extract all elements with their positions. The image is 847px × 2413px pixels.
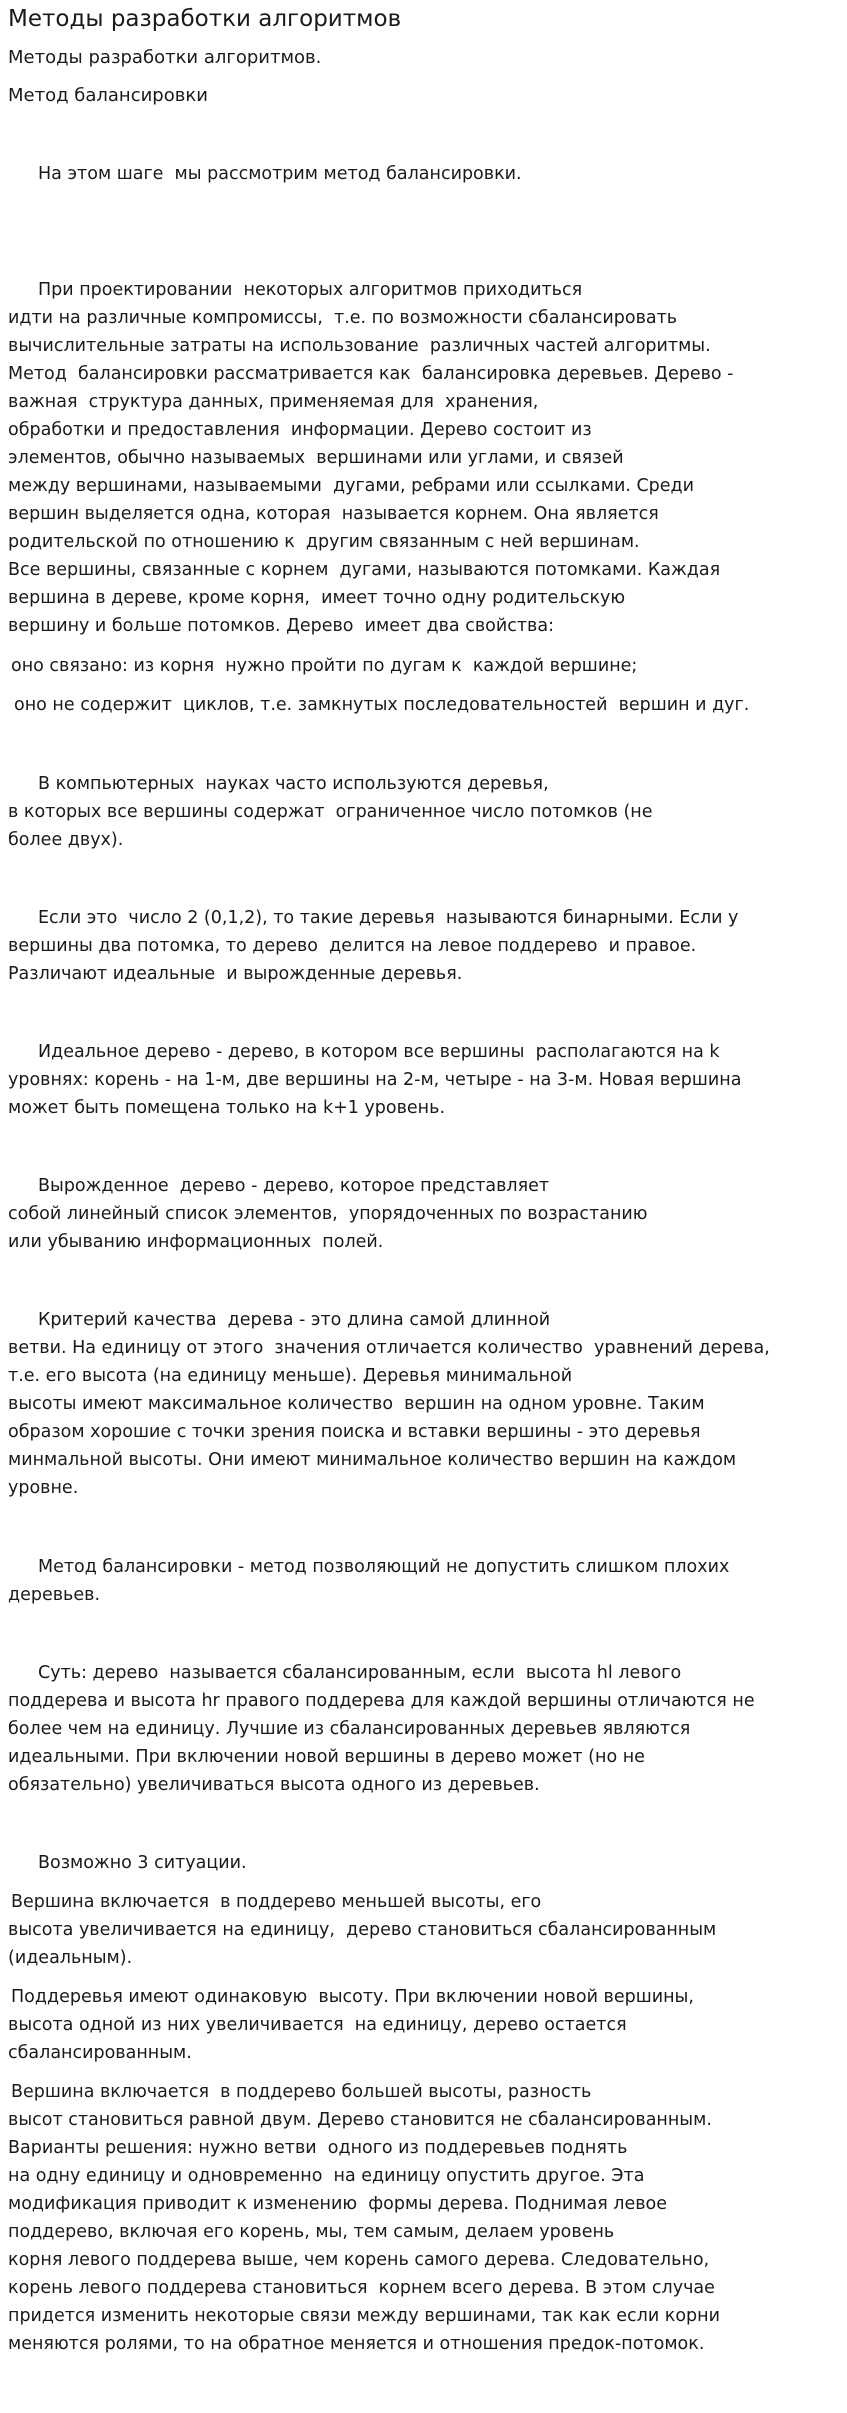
page-subtitle: Методы разработки алгоритмов. [8,47,322,68]
paragraph-line: минмальной высоты. Они имеют минимальное количество вершин на каждом [8,1450,737,1470]
paragraph-line: Метод балансировки рассматривается как балансировка деревьев. Дерево - [8,364,734,384]
list-item-line: на одну единицу и одновременно на единицу опустить другое. Эта [8,2166,645,2186]
paragraph-line: При проектировании некоторых алгоритмов приходиться [38,280,583,300]
paragraph-line: уровнях: корень - на 1-м, две вершины на 2-м, четыре - на 3-м. Новая вершина [8,1070,742,1090]
list-item-line: Варианты решения: нужно ветви одного из поддеревьев поднять [8,2138,628,2158]
paragraph-line: может быть помещена только на k+1 уровень. [8,1098,446,1118]
list-item: Поддеревья имеют одинаковую высоту. При включении новой вершины, [11,1987,694,2007]
list-item-line: высот становиться равной двум. Дерево становится не сбалансированным. [8,2110,712,2130]
paragraph-line: вершин выделяется одна, которая называется корнем. Она является [8,504,659,524]
list-item-line: корень левого поддерева становиться корнем всего дерева. В этом случае [8,2278,715,2298]
list-item-line: модификация приводит к изменению формы дерева. Поднимая левое [8,2194,668,2214]
paragraph-line: образом хорошие с точки зрения поиска и вставки вершины - это деревья [8,1422,701,1442]
paragraph-line: Если это число 2 (0,1,2), то такие деревья называются бинарными. Если у [38,908,739,928]
paragraph-line: т.е. его высота (на единицу меньше). Деревья минимальной [8,1366,573,1386]
paragraph-line: Возможно 3 ситуации. [38,1853,247,1873]
list-item: Вершина включается в поддерево меньшей высоты, его [11,1892,542,1912]
paragraph-line: уровне. [8,1478,79,1498]
list-item-line: (идеальным). [8,1948,133,1968]
paragraph-line: Метод балансировки - метод позволяющий не допустить слишком плохих [38,1557,730,1577]
paragraph-line: в которых все вершины содержат ограниченное число потомков (не [8,802,653,822]
paragraph-line: элементов, обычно называемых вершинами или углами, и связей [8,448,624,468]
paragraph-line: вершины два потомка, то дерево делится на левое поддерево и правое. [8,936,697,956]
paragraph-line: Все вершины, связанные с корнем дугами, называются потомками. Каждая [8,560,721,580]
paragraph-line: Различают идеальные и вырожденные деревья. [8,964,463,984]
list-item: оно связано: из корня нужно пройти по дугам к каждой вершине; [11,656,638,676]
paragraph-line: обязательно) увеличиваться высота одного из деревьев. [8,1775,540,1795]
section-heading: Метод балансировки [8,85,208,106]
paragraph-line: собой линейный список элементов, упорядоченных по возрастанию [8,1204,648,1224]
list-item: Вершина включается в поддерево большей высоты, разность [11,2082,592,2102]
list-item-line: придется изменить некоторые связи между вершинами, так как если корни [8,2306,720,2326]
paragraph-line: более чем на единицу. Лучшие из сбалансированных деревьев являются [8,1719,691,1739]
list-item-line: корня левого поддерева выше, чем корень самого дерева. Следовательно, [8,2250,710,2270]
paragraph-line: важная структура данных, применяемая для хранения, [8,392,539,412]
paragraph-line: высоты имеют максимальное количество вершин на одном уровне. Таким [8,1394,705,1414]
paragraph-line: или убыванию информационных полей. [8,1232,384,1252]
page-title: Методы разработки алгоритмов [8,6,402,32]
paragraph-line: обработки и предоставления информации. Дерево состоит из [8,420,592,440]
paragraph-line: Идеальное дерево - дерево, в котором все вершины располагаются на k [38,1042,720,1062]
list-item-line: сбалансированным. [8,2043,192,2063]
paragraph-line: поддерева и высота hr правого поддерева для каждой вершины отличаются не [8,1691,755,1711]
paragraph-line: вершину и больше потомков. Дерево имеет два свойства: [8,616,554,636]
paragraph-line: вершина в дереве, кроме корня, имеет точно одну родительскую [8,588,626,608]
paragraph-line: В компьютерных науках часто используются деревья, [38,774,549,794]
paragraph-line: идеальными. При включении новой вершины в дерево может (но не [8,1747,645,1767]
paragraph-line: родительской по отношению к другим связанным с ней вершинам. [8,532,640,552]
list-item: оно не содержит циклов, т.е. замкнутых последовательностей вершин и дуг. [14,695,750,715]
paragraph-line: вычислительные затраты на использование различных частей алгоритмы. [8,336,711,356]
paragraph-line: между вершинами, называемыми дугами, ребрами или ссылками. Среди [8,476,695,496]
paragraph-line: идти на различные компромиссы, т.е. по возможности сбалансировать [8,308,678,328]
paragraph-line: деревьев. [8,1585,101,1605]
paragraph-line: Суть: дерево называется сбалансированным, если высота hl левого [38,1663,682,1683]
intro-paragraph: На этом шаге мы рассмотрим метод балансировки. [38,164,522,184]
list-item-line: поддерево, включая его корень, мы, тем самым, делаем уровень [8,2222,615,2242]
list-item-line: высота одной из них увеличивается на единицу, дерево остается [8,2015,627,2035]
paragraph-line: ветви. На единицу от этого значения отличается количество уравнений дерева, [8,1338,770,1358]
paragraph-line: Вырожденное дерево - дерево, которое представляет [38,1176,550,1196]
list-item-line: меняются ролями, то на обратное меняется и отношения предок-потомок. [8,2334,705,2354]
paragraph-line: Критерий качества дерева - это длина самой длинной [38,1310,551,1330]
list-item-line: высота увеличивается на единицу, дерево становиться сбалансированным [8,1920,717,1940]
paragraph-line: более двух). [8,830,124,850]
